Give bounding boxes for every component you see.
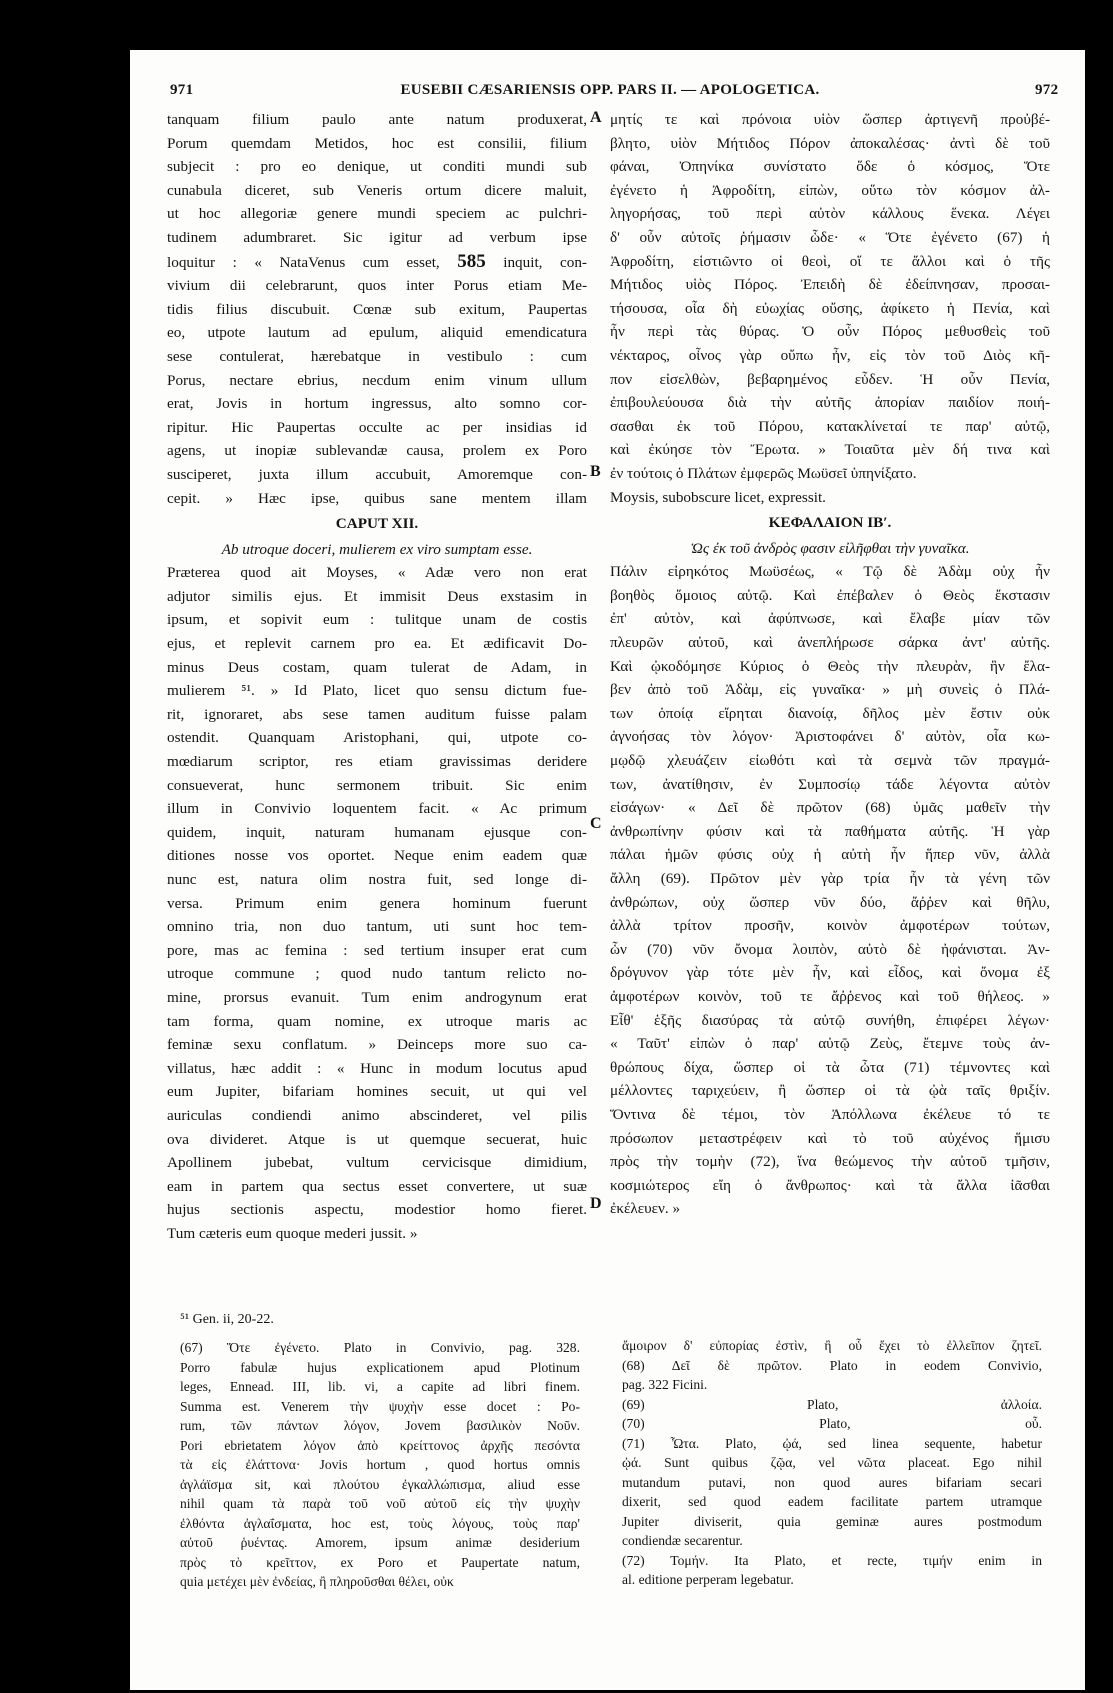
greek-line: Εἶθ' ἑξῆς διασύρας τὰ αὐτῷ συνήθη, ἐπιφέρει λέγων· [610,1011,1050,1029]
latin-line: ut hoc allegoriæ genere mundi speciem ac pulchri- [167,205,587,223]
greek-line: φάναι, Ὀπηνίκα συνίστατο ὅδε ὁ κόσμος, Ὅτε [610,158,1050,176]
greek-line: δρόγυνον γὰρ τότε μὲν ἦν, καὶ εἶδος, καὶ ὄνομα ἐξ [610,964,1050,982]
greek-line: Πάλιν εἰρηκότος Μωϋσέως, « Τῷ δὲ Ἀδὰμ οὐχ ἦν [610,563,1050,581]
latin-line: adjutor similis ejus. Et immisit Deus exstasim in [167,587,587,605]
margin-marker-a: A [590,109,602,126]
footnote-left-line: Summa est. Venerem τὴν ψυχὴν esse docet : Po- [180,1398,580,1414]
latin-line: cunabula diceret, sub Veneris ortum dicere maluit, [167,181,587,199]
latin-line: auriculas condiendi animo abscinderet, vel pilis [167,1106,587,1124]
greek-line: δ' οὖν αὐτοῖς ῥήμασιν ὧδε· « Ὅτε ἐγένετο (67) ἡ [610,228,1050,246]
scripture-footnote: ⁵¹ Gen. ii, 20-22. [180,1312,274,1327]
footnote-right-line: pag. 322 Ficini. [622,1377,708,1392]
latin-line: versa. Primum enim genera hominum fuerunt [167,894,587,912]
latin-line: ejus, et replevit carnem pro ea. Et ædificavit Do- [167,635,587,653]
caput-subtitle: Ab utroque doceri, mulierem ex viro sumptam esse. [221,540,533,558]
footnote-right-line: mutandum putavi, non quod aures bifariam secari [622,1474,1042,1490]
footnote-right-line: Jupiter diviserit, quia geminæ aures postmodum [622,1513,1042,1529]
footnote-left-line: nihil quam τὰ παρὰ τοῦ νοῦ αὐτοῦ εἰς τὴν ψυχὴν [180,1496,580,1511]
footnote-left-line: Pori ebrietatem λόγον ἀπὸ κρείττονος ἀρχῆς πεσόντα [180,1437,580,1453]
footnote-right-line: ἄμοιρον δ' εὐπορίας ἐστὶν, ἢ οὗ ἔχει τὸ ἐλλεῖπον ζητεῖ. [622,1338,1042,1353]
latin-line: feminæ sexu conflatum. » Deinceps more suo ca- [167,1036,587,1054]
footnote-left-line: quia μετέχει μὲν ἐνδείας, ἢ πληροῦσθαι θέλει, οὐκ [180,1574,454,1589]
latin-line: tidis filius discubuit. Cœnæ sub exitum, Paupertas [167,300,587,318]
footnote-left-line: ἀγλάϊσμα sit, καὶ πλούτου ἐγκαλλώπισμα, aliud esse [180,1476,580,1492]
latin-line: cepit. » Hæc ipse, quibus sane mentem illam [167,489,587,507]
greek-line: ἐπιβουλεύουσα διὰ τὴν αὐτῆς ἀπορίαν παιδίον ποιή- [610,394,1050,412]
latin-line [167,250,587,275]
footnote-right-line: (69) Plato, ἀλλοία. [622,1396,1042,1412]
book-page [130,50,1085,1690]
latin-line: sese contulerat, hærebatque in vestibulo : cum [167,347,587,365]
latin-line: Tum cæteris eum quoque mederi jussit. » [167,1224,418,1242]
greek-line: σασθαι ἐκ τοῦ Πόρου, κατακλίνεταί τε παρ' αὐτῷ, [610,417,1050,435]
latin-paragraph-1 [167,108,587,510]
margin-marker-d: D [590,1195,602,1212]
latin-line: ova divideret. Atque is ut quemque secuerat, huic [167,1130,587,1148]
greek-line: μέλλοντες ταριχεύειν, ἢ ὥσπερ οἱ τὰ ᾠὰ ταῖς θριξίν. [610,1082,1050,1100]
latin-line: tanquam filium paulo ante natum produxerat, [167,111,587,128]
footnote-left-line: leges, Ennead. III, lib. vi, a capite ad libri finem. [180,1379,580,1394]
greek-line: ἐν τούτοις ὁ Πλάτων ἐμφερῶς Μωϋσεῖ ὑπηνίξατο. [610,464,917,482]
latin-line: consueverat, hunc sermonem tribuit. Sic enim [167,776,587,794]
footnote-right-line: al. editione perperam legebatur. [622,1572,794,1587]
latin-line: vivium dii celebrarunt, quos inter Porus etiam Me- [167,277,587,295]
footnote-right-line: condiendæ secarentur. [622,1533,743,1548]
greek-line: ἦν περὶ τὰς θύρας. Ὁ οὖν Πόρος μεθυσθεὶς τοῦ [610,323,1050,341]
latin-line: minus Deus costam, quam tulerat de Adam, in [167,658,587,676]
greek-line: κοσμιώτερος εἴη ὁ ἄνθρωπος· καὶ τὰ ἄλλα ἰᾶσθαι [610,1176,1050,1194]
greek-paragraph-1 [610,108,1050,509]
footnote-left-line: (67) Ὅτε ἐγένετο. Plato in Convivio, pag. 328. [180,1340,580,1355]
greek-line: ἄλλη (69). Πρῶτον μὲν γὰρ τρία ἦν τὰ γένη τῶν [610,870,1050,887]
latin-line: tudinem adumbraret. Sic igitur ad verbum ipse [167,228,587,246]
latin-paragraph-2 [167,561,587,1245]
greek-column [610,108,1050,1221]
greek-line: Ὅντινα δὲ τέμοι, τὸν Ἀπόλλωνα ἐκέλευε τό τε [610,1105,1050,1123]
latin-line: ditiones nosse vos oportet. Neque enim eadem quæ [167,847,587,865]
margin-marker-b: B [590,463,601,480]
footnote-right-line: (71) Ὦτα. Plato, ᾠά, sed linea sequente, habetur [622,1435,1042,1451]
greek-line: ἐκέλευεν. » [610,1200,681,1218]
kephalaion-heading: ΚΕΦΑΛΑΙΟΝ ΙΒʹ. [768,514,892,532]
footnote-left-line: ἐλθόντα ἀγλαΐσματα, hoc est, τοὺς λόγους, τοὺς παρ' [180,1515,580,1531]
greek-line: των ὁποίᾳ εἴρηται διανοίᾳ, δῆλος μὲν ἔστιν οὐκ [610,704,1050,722]
footnote-left-line: rum, τῶν πάντων λόγον, Jovem βασιλικὸν Νοῦν. [180,1418,580,1433]
greek-line: βλητο, υἱὸν Μήτιδος Πόρον ἀποκαλέσας· ἀντὶ δὲ τοῦ [610,134,1050,152]
latin-line: eum Jupiter, bifariam homines secuit, ut qui vel [167,1083,587,1101]
latin-line: rit, ignoraret, abs sese tamen auditum fuisse palam [167,705,587,723]
greek-line: βοηθὸς ὅμοιος αὐτῷ. Καὶ ἐπέβαλεν ὁ Θεὸς ἔκστασιν [610,586,1050,604]
greek-line: Καὶ ᾠκοδόμησε Κύριος ὁ Θεὸς τὴν πλευρὰν, ἣν ἔλα- [610,657,1050,675]
greek-line: μῳδῷ χλευάζειν εἰωθότι καὶ τὰ σεμνὰ τῶν πραγμά- [610,752,1050,770]
latin-line: villatus, hæc addit : « Hunc in modum locutus apud [167,1059,587,1077]
footnote-left-line: πρὸς τὸ κρεῖττον, ex Poro et Paupertate natum, [180,1554,580,1570]
footnote-right-line: (68) Δεῖ δὲ πρῶτον. Plato in eodem Convivio, [622,1357,1042,1373]
greek-line: πρόσωπον μεταστρέφειν καὶ τὸ τοῦ αὐχένος ἥμισυ [610,1129,1050,1147]
footnotes-left [180,1338,580,1592]
latin-line: utroque commune ; quod nudo tantum relicto no- [167,965,587,983]
latin-line: Præterea quod ait Moyses, « Adæ vero non erat [167,564,587,582]
latin-line: mœdiarum scriptor, res etiam gravissimas deridere [167,753,587,771]
greek-line: νέκταρος, οἶνος γὰρ οὔπω ἦν, εἰς τὸν τοῦ Διὸς κῆ- [610,346,1050,364]
latin-line: mine, prorsus evanuit. Tum enim androgynum erat [167,988,587,1006]
greek-line: εἰσάγων· « Δεῖ δὲ πρῶτον (68) ὑμᾶς μαθεῖν τὴν [610,799,1050,817]
greek-line: ἐπ' αὐτὸν, καὶ ἀφύπνωσε, καὶ ἔλαβε μίαν τῶν [610,610,1050,628]
greek-line: ἀνθρωπίνην φύσιν καὶ τὰ παθήματα αὐτῆς. Ἡ γὰρ [610,822,1050,840]
latin-line: illum in Convivio loquentem facit. « Ac primum [167,800,587,818]
latin-line: erat, Jovis in hortum ingressus, alto somno cor- [167,395,587,413]
latin-line: ostendit. Quanquam Aristophani, qui, utpote co- [167,729,587,747]
latin-line-continuation: Moysis, subobscure licet, expressit. [610,488,826,506]
inline-page-number: 585 [457,250,486,272]
latin-line-part: loquitur : « NataVenus cum esset, [167,253,458,271]
greek-line: τήσουσα, οἷα δὴ εὐωχίας οὔσης, ἀφίκετο ἡ Πενία, καὶ [610,299,1050,317]
caput-heading: CAPUT XII. [335,515,419,533]
greek-line: ἐγένετο ἡ Ἀφροδίτη, εἰπὼν, οὕτω τὸν κόσμον ἀλ- [610,181,1050,199]
running-title: EUSEBII CÆSARIENSIS OPP. PARS II. — APOLOGETICA. [400,82,820,98]
greek-line: πλευρῶν αὐτοῦ, καὶ ἀνεπλήρωσε σάρκα ἀντ' αὐτῆς. [610,634,1050,652]
latin-line: tam forma, quam nomine, ex utroque maris ac [167,1012,587,1030]
greek-line: « Ταῦτ' εἰπὼν ὁ παρ' αὐτῷ Ζεὺς, ἔτεμνε τοὺς ἀν- [610,1035,1050,1053]
greek-line: μητίς τε καὶ πρόνοια υἱὸν ὥσπερ ἀρτιγενῆ προὐβέ- [610,111,1050,128]
latin-line: omnino tria, non duo tantum, uti sunt hoc tem- [167,918,587,936]
greek-paragraph-2 [610,560,1050,1221]
kephalaion-subtitle: Ὡς ἐκ τοῦ ἀνδρὸς φασιν εἰλῆφθαι τὴν γυναῖκα. [690,539,970,557]
latin-line: Apollinem jubebat, vultum cervicisque dimidium, [167,1154,587,1172]
page-number-left: 971 [170,82,194,98]
latin-line: mulierem ⁵¹. » Id Plato, licet quo sensu dictum fue- [167,682,587,700]
latin-line: agens, ut inopiæ sublevandæ causa, prolem ex Poro [167,442,587,460]
latin-line: nunc est, natura olim nostra fuit, sed longe di- [167,871,587,888]
greek-line: ληγορήσας, τοῦ περὶ αὐτὸν κάλλους ἕνεκα. Λέγει [610,205,1050,223]
footnote-right-line: dixerit, sed quod eadem facilitate partem utramque [622,1494,1042,1509]
footnote-right-line: ᾠά. Sunt quibus ζῷα, vel νῶτα placeat. Ego nihil [622,1455,1042,1470]
greek-line: πον εἰσελθὼν, βεβαρημένος εὗδεν. Ἡ οὖν Πενία, [610,370,1050,388]
latin-line: susciperet, juxta illum accubuit, Amoremque con- [167,465,587,483]
latin-line: eam in partem qua sectus esset convertere, ut suæ [167,1177,587,1195]
greek-line: καὶ ἐκύησε τὸν Ἔρωτα. » Τοιαῦτα μὲν δή τινα καὶ [610,441,1050,459]
greek-line: πάλαι ἡμῶν φύσις οὐχ ἡ αὐτὴ ἦν ἥπερ νῦν, ἀλλὰ [610,846,1050,864]
latin-line: Porum quemdam Metidos, hoc est consilii, filium [167,134,587,152]
latin-line: Porus, nectare ebrius, necdum enim vinum ullum [167,371,587,389]
footnote-left-line: τὰ εἰς ἐλάττονα· Jovis hortum , quod hortus omnis [180,1457,580,1472]
greek-line: των, ἀνατίθησιν, ἐν Συμποσίῳ τάδε λέγοντα αὐτὸν [610,775,1050,793]
footnote-right-line: (72) Τομήν. Ita Plato, et recte, τιμήν enim in [622,1552,1042,1568]
latin-line: quidem, inquit, naturam humanam ejusque con- [167,823,587,841]
footnotes-right [622,1336,1042,1590]
latin-line: hujus sectionis aspectu, modestior homo fieret. [167,1201,587,1219]
latin-column [167,108,587,1246]
greek-line: ὧν (70) νῦν ὄνομα λοιπὸν, αὐτὸ δὲ ἠφάνισται. Ἀν- [610,940,1050,958]
footnote-left-line: αὐτοῦ ῥυέντας. Amorem, ipsum animæ desiderium [180,1535,580,1550]
greek-line: ἀγνοήσας τὸν λόγον· Ἀριστοφάνει δ' αὐτὸν, οἷα κω- [610,728,1050,746]
latin-line: subjecit : pro eo denique, ut conditi mundi sub [167,158,587,176]
greek-line: Μήτιδος υἱὸς Πόρος. Ἐπειδὴ δὲ ἐδείπνησαν, προσαι- [610,276,1050,294]
greek-line: πρὸς τὴν τομὴν (72), ἵνα θεώμενος τὴν αὐτοῦ τμῆσιν, [610,1153,1050,1171]
latin-line: ipsum, et sopivit eum : tulitque unam de costis [167,611,587,629]
greek-line: ἀμφοτέρων κοινὸν, τοῦ τε ἄῤῥενος καὶ τοῦ θήλεος. » [610,987,1050,1005]
greek-line: βεν ἀπὸ τοῦ Ἀδὰμ, εἰς γυναῖκα· » μὴ συνεὶς ὁ Πλά- [610,681,1050,699]
page-number-right: 972 [1035,82,1059,98]
footnote-left-line: Porro fabulæ hujus explicationem apud Plotinum [180,1359,580,1375]
latin-line-part: inquit, con- [485,253,587,271]
latin-line: eo, utpote lautum ad epulum, aliquid emendicatura [167,324,587,342]
latin-line: pore, mas ac femina : sed tertium insuper erat cum [167,941,587,959]
greek-line: Ἀφροδίτη, εἱστιῶντο οἱ θεοὶ, οἵ τε ἄλλοι καὶ ὁ τῆς [610,252,1050,270]
greek-line: ἀλλὰ τρίτον προσῆν, κοινὸν ἀμφοτέρων τούτων, [610,917,1050,935]
greek-line: θρώπους δίχα, ὥσπερ οἱ τὰ ὦτα (71) τέμνοντες καὶ [610,1058,1050,1076]
footnote-right-line: (70) Plato, οὗ. [622,1416,1042,1431]
margin-marker-c: C [590,815,602,832]
latin-line: ripitur. Hic Paupertas occulte ac per insidias id [167,418,587,436]
greek-line: ἀνθρώπων, οὐχ ὥσπερ νῦν δύο, ἄῤῥεν καὶ θῆλυ, [610,893,1050,911]
